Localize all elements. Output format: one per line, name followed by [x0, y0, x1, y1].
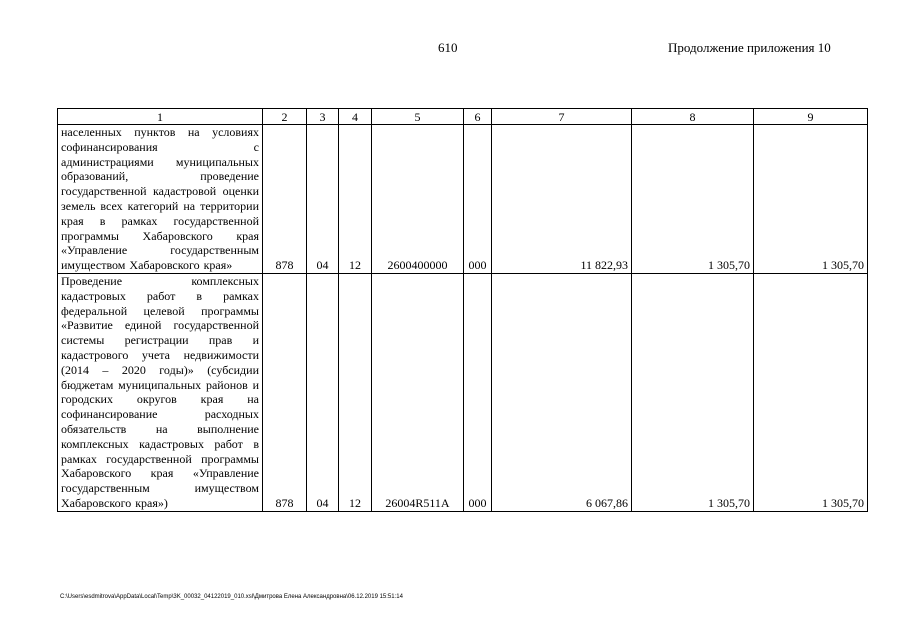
amount-column-8: 1 305,70	[632, 273, 754, 511]
table-row	[58, 273, 868, 511]
column-header: 3	[307, 109, 339, 125]
amount-column-7: 11 822,93	[492, 125, 632, 274]
row-description: населенных пунктов на условиях софинансирования с администрациями муниципальных образований, проведение государственной кадастровой оценки земель всех категорий на территории края в рамках государственной программы Хабаровского края «Управление государственным имуществом Хабаровского края»	[58, 125, 263, 274]
budget-table	[57, 108, 868, 512]
ministry-code: 878	[263, 125, 307, 274]
section-code: 04	[307, 273, 339, 511]
footer-file-path: C:\Users\esdmitrova\AppData\Local\Temp\3K_00032_04122019_010.xsl\Дмитрова Елена Александровна\06.12.2019 15:51:14	[60, 594, 403, 600]
column-header: 2	[263, 109, 307, 125]
column-header: 1	[58, 109, 263, 125]
subsection-code: 12	[339, 273, 372, 511]
expense-type-code: 000	[464, 125, 492, 274]
column-number-row	[58, 109, 868, 125]
expense-type-code: 000	[464, 273, 492, 511]
target-article-code: 26004R511A	[372, 273, 464, 511]
column-header: 4	[339, 109, 372, 125]
column-header: 8	[632, 109, 754, 125]
amount-column-9: 1 305,70	[754, 125, 868, 274]
column-header: 7	[492, 109, 632, 125]
amount-column-7: 6 067,86	[492, 273, 632, 511]
column-header: 6	[464, 109, 492, 125]
appendix-continuation-label: Продолжение приложения 10	[668, 40, 831, 55]
table-row	[58, 125, 868, 274]
subsection-code: 12	[339, 125, 372, 274]
column-header: 9	[754, 109, 868, 125]
section-code: 04	[307, 125, 339, 274]
page-number: 610	[438, 40, 458, 55]
column-header: 5	[372, 109, 464, 125]
row-description: Проведение комплексных кадастровых работ в рамках федеральной целевой программы «Развитие единой государственной системы регистрации прав и кадастрового учета недвижимости (2014 – 2020 годы)» (субсидии бюджетам муниципальных районов и городских округов края на софинансирование расходных обязательств на выполнение комплексных кадастровых работ в рамках государственной программы Хабаровского края «Управление государственным имуществом Хабаровского края»)	[58, 273, 263, 511]
ministry-code: 878	[263, 273, 307, 511]
amount-column-9: 1 305,70	[754, 273, 868, 511]
target-article-code: 2600400000	[372, 125, 464, 274]
amount-column-8: 1 305,70	[632, 125, 754, 274]
